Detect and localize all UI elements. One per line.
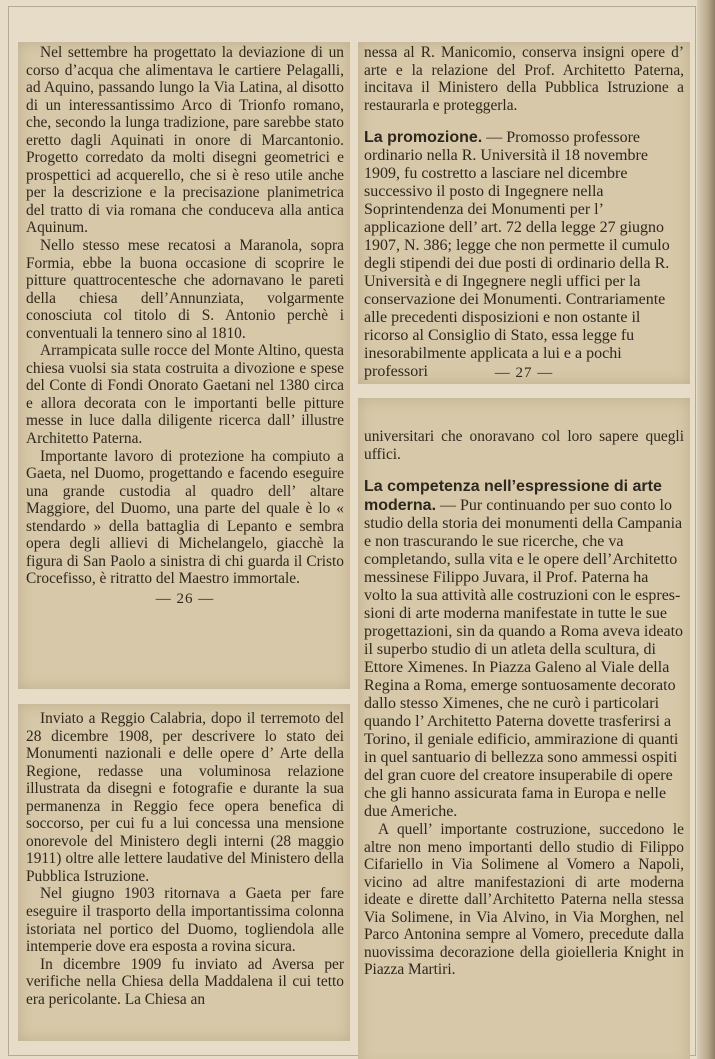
paragraph: nessa al R. Manicomio, conserva insigni opere d’ arte e la relazione del Prof. Architetto Paterna, incitava il Ministero della Pubblica Istruzione a restaurarla e proteggerla. — [364, 44, 684, 114]
paragraph: Arrampicata sulle rocce del Monte Altino, questa chiesa vuolsi sia stata costruita a divozione e spese del Conte di Fondi Onorato Gaetani nel 1380 circa e allora decorata con le importanti belle pitture messe in luce dalla diligente ricerca dall’ illustre Architetto Paterna. — [26, 342, 344, 448]
section-text: — Promosso professore ordinario nella R. Università il 18 novembre 1909, fu costretto a lasciare nel dicembre successivo il posto di Ingegnere nella Soprintendenza dei Monumenti per l’ applicazione dell’ art. 72 della legge 27 giugno 1907, N. 386; legge che non permette il cumulo degli stipendi dei due posti di ordinario della R. Università e di Ingegnere negli uffici per la conservazione dei Monumenti. Contrariamente alle precedenti disposizioni e non ostante il ricorso al Consiglio di Stato, essa legge fu inesorabilmente applicata a lui e a pochi professori — [364, 129, 670, 381]
paragraph: universitari che onoravano col loro sapere quegli uffici. — [364, 428, 684, 463]
paragraph: Importante lavoro di protezione ha compiuto a Gaeta, nel Duomo, progettando e facendo eseguire una grande custodia al quadro dell’ altare Maggiore, del Duomo, una parte del quale è lo « stendardo » della battaglia di Lepanto e sembra opera degli allievi di Michelangelo, giacchè la figura di San Paolo a sinistra di chi guarda il Cristo Crocefisso, è ritratto del Maestro immortale. — [26, 447, 344, 588]
section-text: — Pur continuando per suo conto lo studio della storia dei monumenti della Campania e non trascurando le sue ricerche, che va completando, sulla vita e le opere dell’Architetto messinese Filippo Juvara, il Prof. Paterna ha volto la sua attività alle costruzioni con le espressioni di arte moderna manifestate in tutte le sue progettazioni, sin da quando a Roma aveva ideato il superbo studio di un atleta della scultura, di Ettore Ximenes. In Piazza Galeno al Viale della Regina a Roma, emerge sontuosamente decorato dallo stesso Ximenes, che ne curò i particolari quando l’ Architetto Paterna dovette trasferirsi a Torino, il geniale edificio, ammirazione di quanti in quel santuario di bellezza sono ammessi ospiti del gran cuore del creatore insuperabile di opere che gli hanno assicurata fama in Europa e nelle due Americhe. — [364, 497, 684, 821]
section-title: La competenza nell’espressione di arte moderna. — [364, 478, 662, 515]
section-gap — [364, 114, 684, 128]
paragraph: A quell’ importante costruzione, succedono le altre non meno importanti dello studio di Filippo Cifariello in Via Solimene al Vomero a Napoli, vicino ad altre manifestazioni di arte moderna ideate e dirette dall’Architetto Paterna nella stessa Via Solimene, in Via Alvino, in Via Morghen, nel Parco Antonina sempre al Vomero, precedute dalla nuovissima decorazione della gioielleria Knight in Piazza Martiri. — [364, 821, 684, 979]
paragraph: Inviato a Reggio Calabria, dopo il terremoto del 28 dicembre 1908, per descrivere lo stato dei Monumenti nazionali e delle opere d’ Arte della Regione, redasse una voluminosa relazione illustrata da disegni e fotografie e durante la sua permanenza in Reggio fece opera benefica di soccorso, per cui fu a lui concessa una mensione onorevole del Ministero degli interni (28 maggio 1911) oltre alle lettere laudative del Ministero della Pubblica Istruzione. — [26, 710, 344, 885]
clipping-right-bottom — [358, 398, 690, 1059]
clipping-left-bottom — [18, 704, 350, 1041]
clipping-left-top — [18, 42, 350, 689]
paragraph: Nello stesso mese recatosi a Maranola, sopra Formia, ebbe la buona occasione di scoprire le pitture quattrocentesche che adornavano le pareti della chiesa dell’Annunziata, volgarmente conosciuta col titolo di S. Antonio perchè i conventuali la tennero sino al 1810. — [26, 237, 344, 342]
section-title: La promozione. — [364, 129, 483, 147]
paragraph: Nel giugno 1903 ritornava a Gaeta per fare eseguire il trasporto della importantissima colonna istoriata nel portico del Duomo, togliendola alle intemperie dove era esposta a rovina sicura. — [26, 885, 344, 956]
page-number: — 27 — — [494, 365, 554, 381]
clipping-right-top — [358, 42, 690, 384]
section-gap — [364, 463, 684, 477]
paragraph: Nel settembre ha progettato la deviazione di un corso d’acqua che alimentava le cartiere Pelagalli, ad Aquino, passando lungo la Via Latina, al disotto di un interessantissimo Arco di Trionfo romano, che, secondo la lunga tradizione, pare sarebbe stato eretto dagli Aquinati in onore di Marcantonio. Progetto corredato da molti disegni geometrici e prospettici ad acquerello, che si è reso utile anche per la descrizione e la precisazione planimetrica del tratto di via romana che conduceva alla antica Aquinum. — [26, 44, 344, 237]
page-number: — 26 — — [155, 590, 215, 607]
paragraph: In dicembre 1909 fu inviato ad Aversa per verifiche nella Chiesa della Maddalena il cui tetto era pericolante. La Chiesa an — [26, 955, 344, 1008]
album-spine — [697, 0, 715, 1059]
